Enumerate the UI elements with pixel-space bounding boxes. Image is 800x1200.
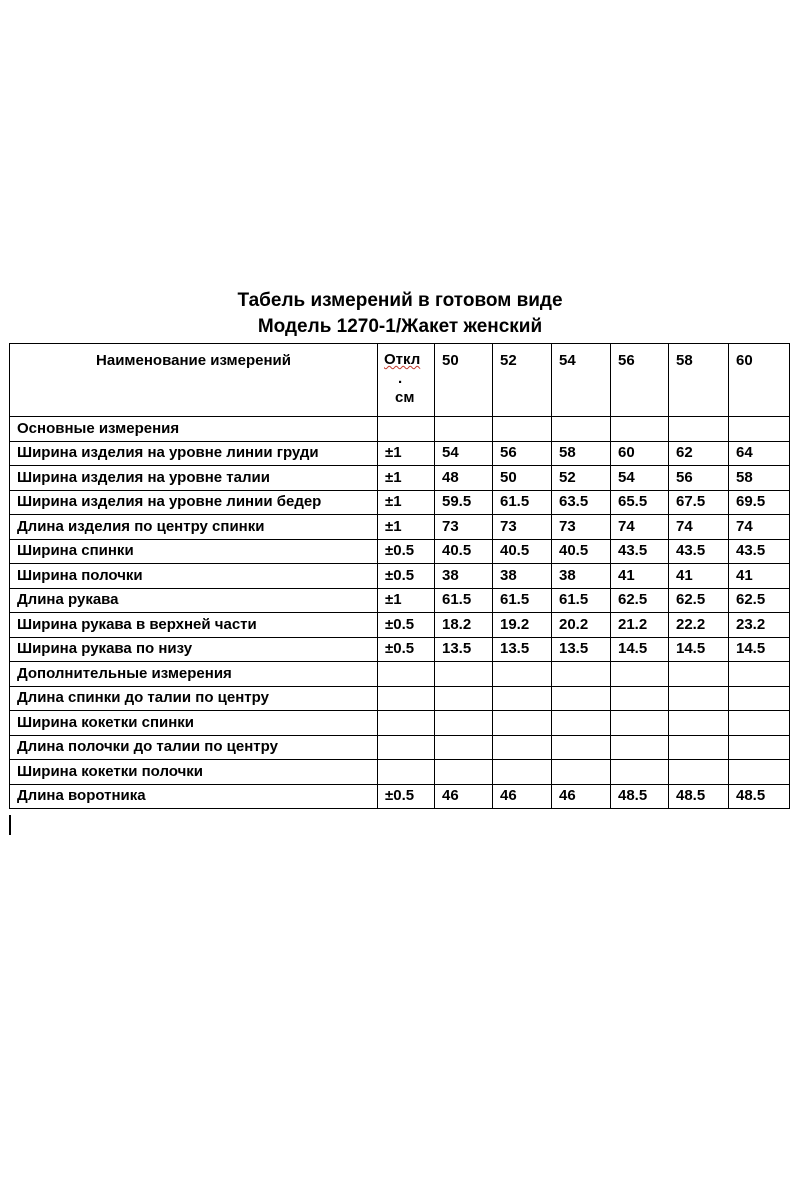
size-value-cell: 52 [552,466,611,491]
size-value-cell: 60 [611,441,669,466]
size-value-cell: 59.5 [435,490,493,515]
tolerance-cell [378,735,435,760]
header-size-50: 50 [435,344,493,417]
size-value-cell: 62.5 [669,588,729,613]
size-value-cell: 22.2 [669,613,729,638]
header-tolerance-label: Откл [384,351,421,368]
table-row [10,662,790,687]
size-value-cell [729,417,790,442]
size-value-cell: 46 [552,784,611,809]
size-value-cell [729,662,790,687]
size-value-cell: 13.5 [493,637,552,662]
table-row [10,735,790,760]
size-value-cell: 18.2 [435,613,493,638]
measurement-name: Ширина спинки [10,539,378,564]
table-row [10,441,790,466]
text-cursor-mark [9,815,11,835]
measurement-name: Ширина кокетки спинки [10,711,378,736]
tolerance-cell: ±0.5 [378,539,435,564]
size-value-cell: 43.5 [611,539,669,564]
size-value-cell [493,417,552,442]
size-value-cell: 54 [611,466,669,491]
tolerance-cell: ±0.5 [378,637,435,662]
size-value-cell [669,686,729,711]
size-value-cell: 64 [729,441,790,466]
table-row [10,686,790,711]
tolerance-cell [378,760,435,785]
size-value-cell: 14.5 [611,637,669,662]
measurement-name: Основные измерения [10,417,378,442]
size-value-cell: 48 [435,466,493,491]
header-size-58: 58 [669,344,729,417]
tolerance-cell: ±1 [378,490,435,515]
size-value-cell: 38 [493,564,552,589]
size-value-cell: 48.5 [729,784,790,809]
tolerance-cell: ±1 [378,441,435,466]
size-value-cell: 56 [493,441,552,466]
header-tolerance-unit: см [395,389,415,406]
size-value-cell: 20.2 [552,613,611,638]
table-row [10,637,790,662]
size-value-cell: 74 [729,515,790,540]
size-value-cell: 14.5 [729,637,790,662]
table-row [10,711,790,736]
size-value-cell: 63.5 [552,490,611,515]
size-value-cell [552,662,611,687]
size-value-cell: 73 [552,515,611,540]
tolerance-cell: ±1 [378,588,435,613]
size-value-cell [611,760,669,785]
table-row [10,564,790,589]
size-value-cell: 61.5 [552,588,611,613]
size-value-cell: 50 [493,466,552,491]
tolerance-cell [378,662,435,687]
size-value-cell [669,662,729,687]
size-value-cell [611,417,669,442]
tolerance-cell: ±0.5 [378,784,435,809]
size-value-cell: 61.5 [435,588,493,613]
size-value-cell [611,711,669,736]
table-row [10,760,790,785]
tolerance-cell: ±1 [378,466,435,491]
tolerance-cell [378,417,435,442]
size-value-cell: 46 [435,784,493,809]
size-value-cell: 65.5 [611,490,669,515]
size-value-cell: 40.5 [493,539,552,564]
size-value-cell: 14.5 [669,637,729,662]
size-value-cell [669,711,729,736]
size-value-cell: 62.5 [611,588,669,613]
size-value-cell: 38 [552,564,611,589]
size-value-cell: 56 [669,466,729,491]
size-value-cell: 61.5 [493,588,552,613]
measurement-name: Ширина полочки [10,564,378,589]
tolerance-cell: ±0.5 [378,613,435,638]
size-value-cell: 40.5 [435,539,493,564]
size-value-cell [669,760,729,785]
size-value-cell [493,686,552,711]
measurement-name: Дополнительные измерения [10,662,378,687]
size-value-cell [729,760,790,785]
size-value-cell [552,711,611,736]
title-line-2: Модель 1270-1/Жакет женский [257,316,543,337]
tolerance-cell: ±0.5 [378,564,435,589]
size-value-cell: 13.5 [435,637,493,662]
size-value-cell: 41 [611,564,669,589]
size-value-cell: 41 [729,564,790,589]
size-value-cell [435,735,493,760]
size-value-cell: 74 [611,515,669,540]
document-title [0,288,800,340]
table-row [10,613,790,638]
header-tolerance-dot: . [398,370,403,387]
tolerance-cell [378,711,435,736]
title-line-1: Табель измерений в готовом виде [237,290,563,311]
size-value-cell [435,686,493,711]
size-value-cell: 41 [669,564,729,589]
size-value-cell: 23.2 [729,613,790,638]
size-value-cell: 69.5 [729,490,790,515]
measurement-name: Ширина изделия на уровне линии груди [10,441,378,466]
size-value-cell: 74 [669,515,729,540]
size-value-cell: 40.5 [552,539,611,564]
size-value-cell: 62.5 [729,588,790,613]
table-row [10,417,790,442]
size-value-cell: 21.2 [611,613,669,638]
size-value-cell [493,735,552,760]
header-size-54: 54 [552,344,611,417]
size-value-cell [611,686,669,711]
measurement-table [9,343,790,809]
measurement-name: Длина изделия по центру спинки [10,515,378,540]
size-value-cell [435,711,493,736]
header-size-60: 60 [729,344,790,417]
size-value-cell [729,711,790,736]
measurement-name: Длина воротника [10,784,378,809]
measurement-name: Ширина рукава в верхней части [10,613,378,638]
size-value-cell [669,417,729,442]
size-value-cell: 48.5 [669,784,729,809]
size-value-cell [435,417,493,442]
table-header-row [10,344,790,417]
header-size-56: 56 [611,344,669,417]
size-value-cell: 73 [493,515,552,540]
size-value-cell [435,760,493,785]
measurement-name: Ширина рукава по низу [10,637,378,662]
size-value-cell [435,662,493,687]
size-value-cell: 19.2 [493,613,552,638]
header-size-52: 52 [493,344,552,417]
header-name: Наименование измерений [10,344,378,417]
measurement-name: Длина спинки до талии по центру [10,686,378,711]
measurement-name: Длина рукава [10,588,378,613]
table-row [10,490,790,515]
size-value-cell [611,735,669,760]
measurement-name: Ширина изделия на уровне талии [10,466,378,491]
size-value-cell: 43.5 [729,539,790,564]
tolerance-cell [378,686,435,711]
size-value-cell [493,711,552,736]
size-value-cell [552,760,611,785]
size-value-cell: 62 [669,441,729,466]
size-value-cell: 38 [435,564,493,589]
size-value-cell: 48.5 [611,784,669,809]
size-value-cell: 54 [435,441,493,466]
size-value-cell: 67.5 [669,490,729,515]
tolerance-cell: ±1 [378,515,435,540]
size-value-cell [493,662,552,687]
size-value-cell: 46 [493,784,552,809]
size-value-cell: 43.5 [669,539,729,564]
table-body [10,417,790,809]
table-row [10,515,790,540]
size-value-cell [729,686,790,711]
size-value-cell [669,735,729,760]
size-value-cell [729,735,790,760]
measurement-name: Длина полочки до талии по центру [10,735,378,760]
size-value-cell [552,686,611,711]
size-value-cell [611,662,669,687]
size-value-cell [552,735,611,760]
header-tolerance [378,344,435,417]
size-value-cell [493,760,552,785]
size-value-cell: 58 [552,441,611,466]
size-value-cell: 73 [435,515,493,540]
size-value-cell: 13.5 [552,637,611,662]
size-value-cell: 61.5 [493,490,552,515]
table-row [10,466,790,491]
table-row [10,588,790,613]
size-value-cell: 58 [729,466,790,491]
table-row [10,539,790,564]
measurement-name: Ширина кокетки полочки [10,760,378,785]
size-value-cell [552,417,611,442]
table-row [10,784,790,809]
measurement-name: Ширина изделия на уровне линии бедер [10,490,378,515]
